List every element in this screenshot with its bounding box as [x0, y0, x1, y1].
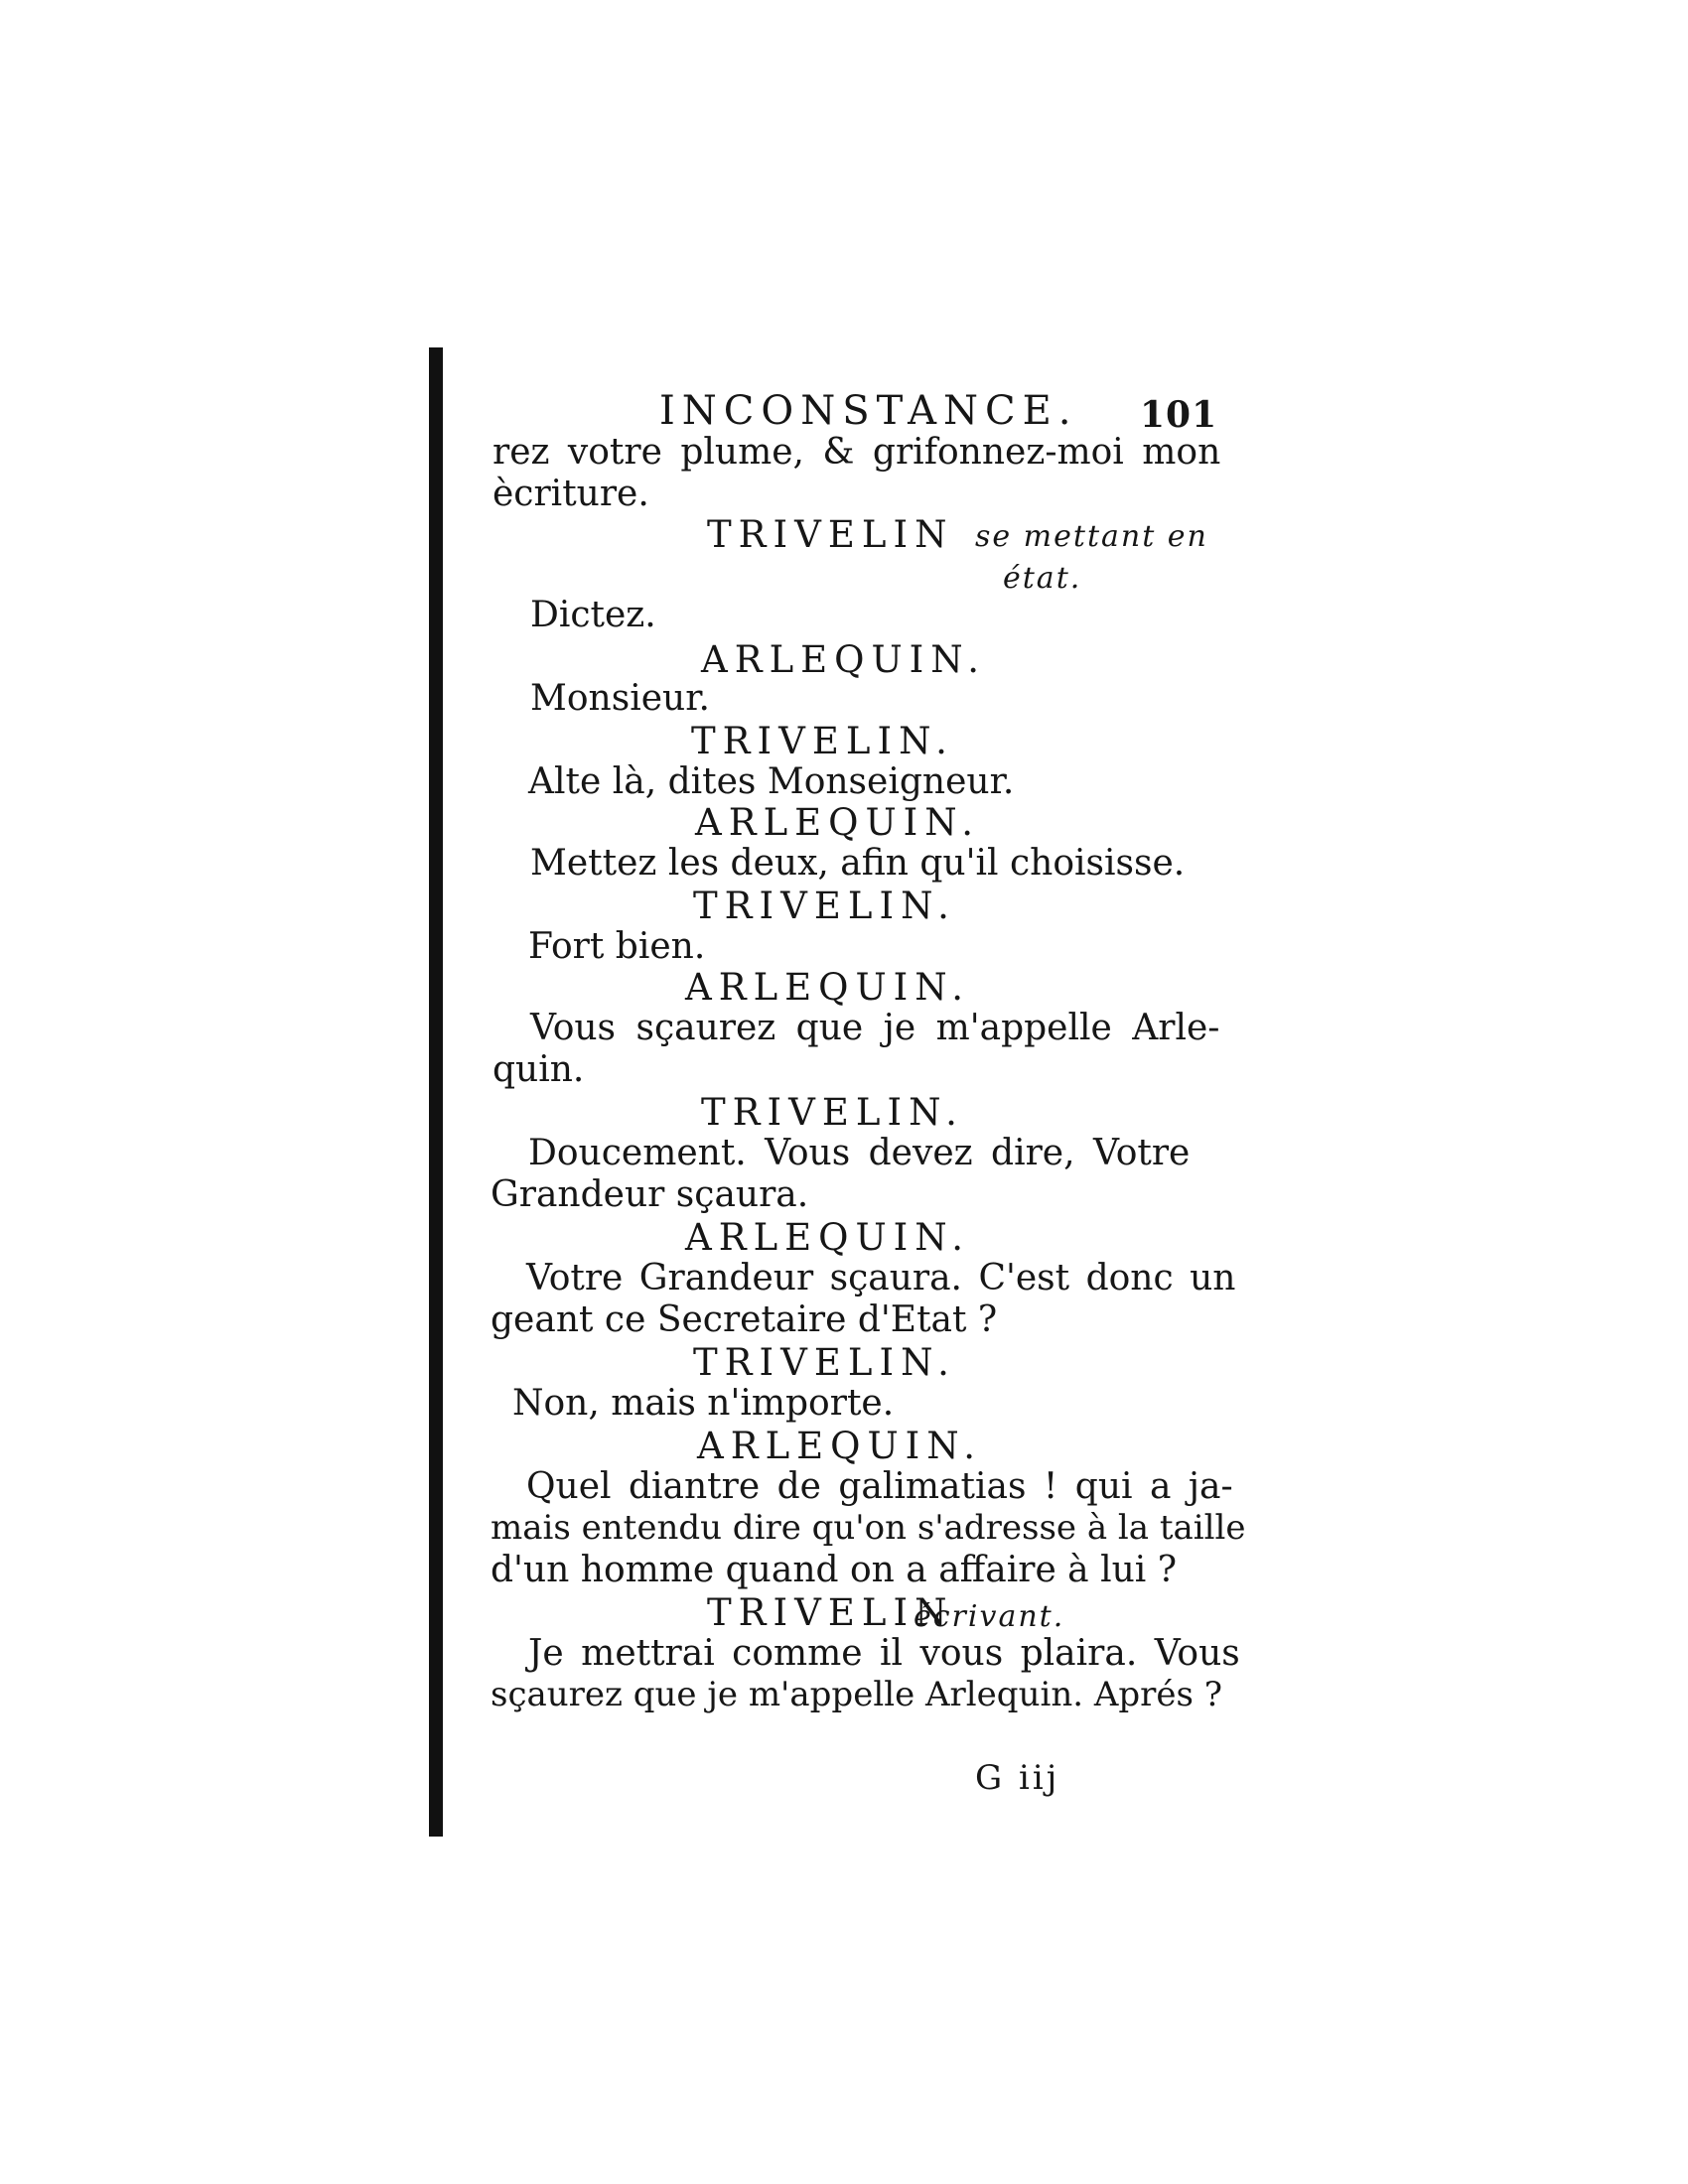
binding-edge — [429, 347, 443, 1837]
text-line: Grandeur sçaura. — [491, 1174, 809, 1215]
speaker-name: TRIVELIN. — [693, 885, 956, 927]
text-line: Non, mais n'importe. — [512, 1383, 895, 1424]
speaker-name: TRIVELIN. — [701, 1091, 964, 1134]
speaker-name: ARLEQUIN. — [685, 966, 971, 1009]
signature-mark: G iij — [975, 1758, 1060, 1798]
text-line: Vous sçaurez que je m'appelle Arle- — [530, 1008, 1220, 1048]
text-line: sçaurez que je m'appelle Arlequin. Aprés ? — [491, 1675, 1223, 1714]
text-line: rez votre plume, & grifonnez-moi mon — [492, 432, 1221, 473]
speaker-name: ARLEQUIN. — [701, 638, 987, 681]
text-line: Votre Grandeur sçaura. C'est donc un — [526, 1258, 1236, 1298]
speaker-name: TRIVELIN. — [693, 1341, 956, 1384]
stage-direction: écrivant. — [914, 1599, 1065, 1634]
speaker-name: ARLEQUIN. — [685, 1216, 971, 1259]
text-line: Quel diantre de galimatias ! qui a ja- — [526, 1466, 1233, 1507]
text-line: Alte là, dites Monseigneur. — [528, 761, 1015, 802]
text-line: Dictez. — [530, 595, 656, 635]
speaker-name: ARLEQUIN. — [695, 801, 981, 844]
text-line: Doucement. Vous devez dire, Votre — [528, 1133, 1191, 1173]
stage-direction: état. — [1003, 561, 1082, 596]
page-number: 101 — [1140, 394, 1218, 436]
speaker-name: TRIVELIN — [707, 1591, 954, 1634]
text-line: mais entendu dire qu'on s'adresse à la taille — [491, 1508, 1246, 1548]
text-line: Monsieur. — [530, 678, 710, 719]
speaker-name: TRIVELIN. — [691, 720, 954, 762]
text-line: quin. — [492, 1049, 585, 1090]
text-line: d'un homme quand on a affaire à lui ? — [491, 1550, 1178, 1590]
text-line: Mettez les deux, afin qu'il choisisse. — [530, 843, 1186, 884]
speaker-name: TRIVELIN — [707, 513, 954, 556]
speaker-name: ARLEQUIN. — [697, 1425, 983, 1467]
running-head: INCONSTANCE. — [659, 388, 1078, 434]
text-line: ècriture. — [492, 474, 649, 514]
stage-direction: se mettant en — [975, 519, 1208, 554]
text-line: Fort bien. — [528, 926, 706, 967]
text-line: geant ce Secretaire d'Etat ? — [491, 1299, 998, 1340]
text-line: Je mettrai comme il vous plaira. Vous — [528, 1633, 1240, 1674]
